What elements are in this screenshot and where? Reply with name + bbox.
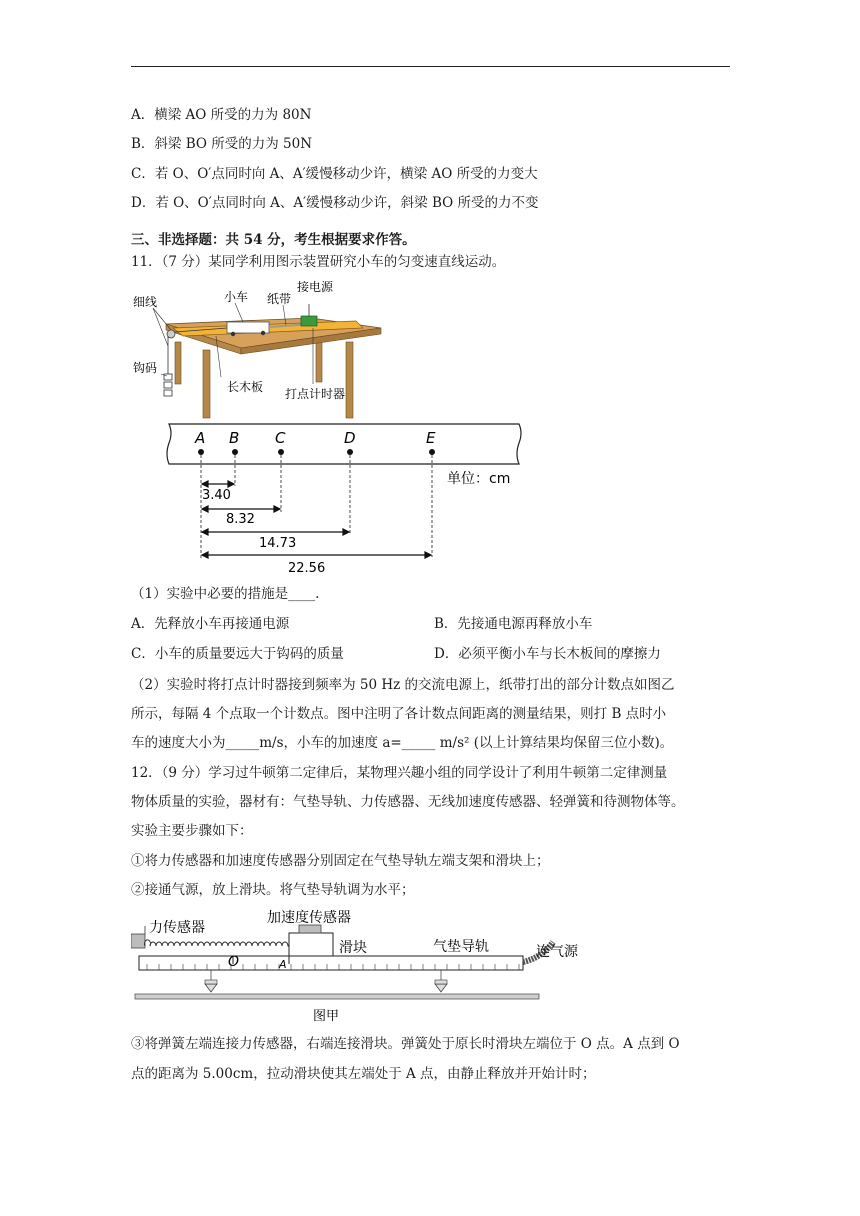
q11-part2-line2: 所示，每隔 4 个点取一个计数点。图中注明了各计数点间距离的测量结果，则打 B 点时小 bbox=[131, 706, 667, 722]
distance-ab: 3.40 bbox=[202, 488, 231, 503]
tape-figure bbox=[155, 422, 535, 580]
q11-part2-line3: 车的速度大小为_____m/s，小车的加速度 a=_____ m/s² (以上计算结果均保留三位小数)。 bbox=[131, 735, 674, 751]
apparatus-figure bbox=[131, 276, 391, 421]
label-tape: 纸带 bbox=[267, 292, 292, 306]
q12-line3: 实验主要步骤如下： bbox=[131, 823, 253, 839]
header-rule bbox=[131, 66, 730, 67]
label-cart: 小车 bbox=[224, 290, 249, 304]
distance-ad: 14.73 bbox=[259, 536, 297, 551]
distance-ae: 22.56 bbox=[288, 561, 326, 576]
q12-step3-line2: 点的距离为 5.00cm，拉动滑块使其左端处于 A 点，由静止释放并开始计时； bbox=[131, 1066, 596, 1082]
label-weight: 钩码 bbox=[133, 361, 158, 375]
label-slider: 滑块 bbox=[339, 940, 367, 956]
point-d-label: D bbox=[344, 429, 356, 447]
point-a-label: A bbox=[195, 429, 206, 447]
q12-step2: ②接通气源，放上滑块。将气垫导轨调为水平； bbox=[131, 882, 415, 898]
distance-ac: 8.32 bbox=[226, 512, 255, 527]
q12-step1: ①将力传感器和加速度传感器分别固定在气垫导轨左端支架和滑块上； bbox=[131, 853, 550, 869]
air-track-figure bbox=[131, 906, 591, 1026]
option-c: C．若 O、O′点同时向 A、A′缓慢移动少许，横梁 AO 所受的力变大 bbox=[131, 166, 538, 182]
option-b: B．斜梁 BO 所受的力为 50N bbox=[131, 136, 313, 152]
q12-step3-line1: ③将弹簧左端连接力传感器，右端连接滑块。弹簧处于原长时滑块左端位于 O 点。A 点到 O bbox=[131, 1036, 680, 1052]
q12-line2: 物体质量的实验，器材有：气垫导轨、力传感器、无线加速度传感器、轻弹簧和待测物体等。 bbox=[131, 794, 685, 810]
label-power: 接电源 bbox=[297, 280, 334, 294]
label-air-source: 连气源 bbox=[536, 944, 578, 960]
q11-part2-line1: （2）实验时将打点计时器接到频率为 50 Hz 的交流电源上，纸带打出的部分计数点如图乙 bbox=[131, 677, 675, 693]
option-a: A．横梁 AO 所受的力为 80N bbox=[131, 107, 312, 123]
point-o-label: O bbox=[228, 954, 240, 970]
label-force-sensor: 力传感器 bbox=[149, 920, 205, 936]
point-c-label: C bbox=[275, 429, 286, 447]
point-a-label: A bbox=[279, 958, 287, 971]
q11-part1: （1）实验中必要的措施是____. bbox=[131, 586, 320, 602]
q11-choice-d: D．必须平衡小车与长木板间的摩擦力 bbox=[434, 646, 661, 662]
q11-choice-a: A．先释放小车再接通电源 bbox=[131, 616, 290, 632]
label-accel-sensor: 加速度传感器 bbox=[267, 910, 351, 926]
q11-choice-b: B．先接通电源再释放小车 bbox=[434, 616, 593, 632]
point-b-label: B bbox=[229, 429, 240, 447]
label-thread: 细线 bbox=[133, 295, 158, 309]
q12-line1: 12．（9 分）学习过牛顿第二定律后，某物理兴趣小组的同学设计了利用牛顿第二定律测量 bbox=[131, 765, 668, 781]
point-e-label: E bbox=[426, 429, 436, 447]
tape-unit: 单位：cm bbox=[447, 471, 511, 487]
label-timer: 打点计时器 bbox=[285, 387, 346, 401]
label-board: 长木板 bbox=[227, 380, 264, 394]
label-track: 气垫导轨 bbox=[433, 939, 489, 955]
q11-stem: 11．（7 分）某同学利用图示装置研究小车的匀变速直线运动。 bbox=[131, 254, 506, 270]
q11-choice-c: C．小车的质量要远大于钩码的质量 bbox=[131, 646, 344, 662]
option-d: D．若 O、O′点同时向 A、A′缓慢移动少许，斜梁 BO 所受的力不变 bbox=[131, 195, 539, 211]
section-header: 三、非选择题：共 54 分，考生根据要求作答。 bbox=[131, 232, 416, 248]
figure-caption: 图甲 bbox=[313, 1009, 340, 1024]
